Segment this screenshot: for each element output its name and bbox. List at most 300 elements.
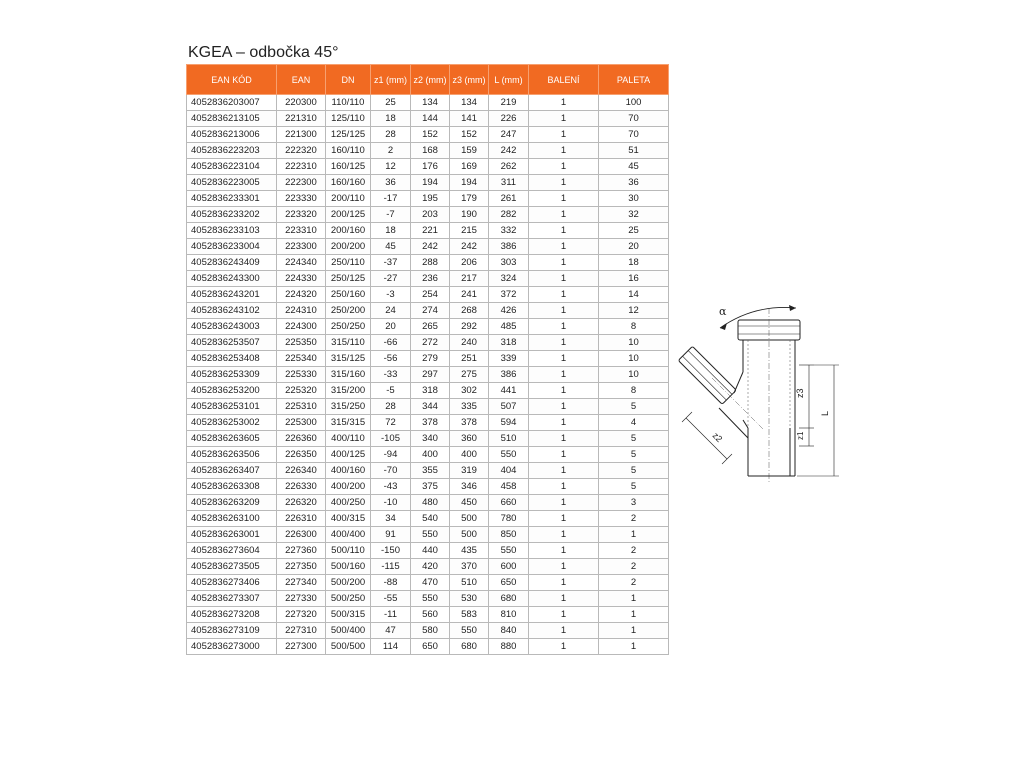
cell-baleni: 1 — [529, 367, 599, 383]
cell-l: 318 — [489, 335, 529, 351]
cell-z2: 378 — [411, 415, 450, 431]
cell-l: 485 — [489, 319, 529, 335]
cell-z1: 45 — [371, 239, 411, 255]
cell-paleta: 5 — [599, 463, 669, 479]
cell-z2: 221 — [411, 223, 450, 239]
header-baleni: BALENÍ — [529, 65, 599, 95]
cell-ean-kod: 4052836263605 — [187, 431, 277, 447]
cell-z3: 241 — [450, 287, 489, 303]
cell-baleni: 1 — [529, 639, 599, 655]
cell-z3: 194 — [450, 175, 489, 191]
product-table — [186, 64, 669, 655]
cell-ean-kod: 4052836243003 — [187, 319, 277, 335]
cell-ean-kod: 4052836273604 — [187, 543, 277, 559]
cell-baleni: 1 — [529, 399, 599, 415]
z2-label: z2 — [710, 430, 725, 445]
cell-ean-kod: 4052836263506 — [187, 447, 277, 463]
cell-z1: 2 — [371, 143, 411, 159]
cell-l: 780 — [489, 511, 529, 527]
cell-z2: 550 — [411, 527, 450, 543]
cell-ean-kod: 4052836273406 — [187, 575, 277, 591]
cell-paleta: 4 — [599, 415, 669, 431]
cell-l: 880 — [489, 639, 529, 655]
cell-l: 850 — [489, 527, 529, 543]
table-row — [187, 591, 669, 607]
cell-ean: 221310 — [277, 111, 326, 127]
cell-z1: 28 — [371, 127, 411, 143]
cell-l: 311 — [489, 175, 529, 191]
cell-l: 458 — [489, 479, 529, 495]
table-row — [187, 527, 669, 543]
cell-paleta: 25 — [599, 223, 669, 239]
cell-baleni: 1 — [529, 495, 599, 511]
cell-l: 303 — [489, 255, 529, 271]
cell-ean-kod: 4052836233301 — [187, 191, 277, 207]
cell-paleta: 5 — [599, 431, 669, 447]
cell-baleni: 1 — [529, 383, 599, 399]
cell-l: 550 — [489, 543, 529, 559]
cell-l: 441 — [489, 383, 529, 399]
table-body — [187, 95, 669, 655]
cell-ean: 223300 — [277, 239, 326, 255]
cell-paleta: 14 — [599, 287, 669, 303]
cell-paleta: 1 — [599, 591, 669, 607]
table-row — [187, 367, 669, 383]
cell-z1: -11 — [371, 607, 411, 623]
cell-ean-kod: 4052836243300 — [187, 271, 277, 287]
cell-dn: 200/110 — [326, 191, 371, 207]
cell-ean: 223320 — [277, 207, 326, 223]
header-l: L (mm) — [489, 65, 529, 95]
cell-baleni: 1 — [529, 479, 599, 495]
cell-l: 282 — [489, 207, 529, 223]
cell-z1: 47 — [371, 623, 411, 639]
cell-z3: 169 — [450, 159, 489, 175]
cell-paleta: 51 — [599, 143, 669, 159]
cell-ean-kod: 4052836243409 — [187, 255, 277, 271]
cell-z2: 540 — [411, 511, 450, 527]
cell-baleni: 1 — [529, 303, 599, 319]
table-row — [187, 447, 669, 463]
cell-z3: 251 — [450, 351, 489, 367]
cell-z1: -70 — [371, 463, 411, 479]
cell-z3: 268 — [450, 303, 489, 319]
cell-paleta: 5 — [599, 447, 669, 463]
cell-z3: 530 — [450, 591, 489, 607]
header-paleta: PALETA — [599, 65, 669, 95]
cell-dn: 400/315 — [326, 511, 371, 527]
table-row — [187, 191, 669, 207]
alpha-arrow-right-icon — [789, 305, 796, 311]
cell-dn: 315/110 — [326, 335, 371, 351]
cell-z1: 72 — [371, 415, 411, 431]
cell-ean: 226360 — [277, 431, 326, 447]
cell-l: 680 — [489, 591, 529, 607]
cell-ean: 224320 — [277, 287, 326, 303]
cell-ean: 227310 — [277, 623, 326, 639]
table-row — [187, 639, 669, 655]
cell-ean: 221300 — [277, 127, 326, 143]
cell-dn: 400/110 — [326, 431, 371, 447]
cell-ean: 226310 — [277, 511, 326, 527]
cell-z2: 272 — [411, 335, 450, 351]
cell-l: 242 — [489, 143, 529, 159]
branch-socket — [678, 346, 736, 404]
cell-baleni: 1 — [529, 511, 599, 527]
header-z3: z3 (mm) — [450, 65, 489, 95]
cell-z1: -10 — [371, 495, 411, 511]
cell-paleta: 2 — [599, 559, 669, 575]
cell-baleni: 1 — [529, 351, 599, 367]
cell-dn: 200/200 — [326, 239, 371, 255]
l-label: L — [820, 410, 830, 416]
cell-z2: 242 — [411, 239, 450, 255]
cell-z3: 242 — [450, 239, 489, 255]
cell-ean: 223330 — [277, 191, 326, 207]
cell-baleni: 1 — [529, 319, 599, 335]
cell-dn: 250/160 — [326, 287, 371, 303]
cell-l: 226 — [489, 111, 529, 127]
cell-paleta: 10 — [599, 335, 669, 351]
table-row — [187, 175, 669, 191]
cell-baleni: 1 — [529, 127, 599, 143]
cell-z2: 340 — [411, 431, 450, 447]
table-row — [187, 607, 669, 623]
cell-dn: 400/400 — [326, 527, 371, 543]
cell-z3: 159 — [450, 143, 489, 159]
cell-ean-kod: 4052836263001 — [187, 527, 277, 543]
table-row — [187, 223, 669, 239]
cell-dn: 200/125 — [326, 207, 371, 223]
cell-z1: 114 — [371, 639, 411, 655]
cell-paleta: 5 — [599, 399, 669, 415]
cell-l: 840 — [489, 623, 529, 639]
cell-baleni: 1 — [529, 431, 599, 447]
cell-paleta: 8 — [599, 319, 669, 335]
cell-l: 339 — [489, 351, 529, 367]
cell-dn: 250/110 — [326, 255, 371, 271]
table-row — [187, 95, 669, 111]
cell-ean-kod: 4052836263100 — [187, 511, 277, 527]
cell-z2: 194 — [411, 175, 450, 191]
cell-z2: 297 — [411, 367, 450, 383]
cell-ean: 226320 — [277, 495, 326, 511]
cell-z1: 28 — [371, 399, 411, 415]
cell-z1: -27 — [371, 271, 411, 287]
cell-ean-kod: 4052836213105 — [187, 111, 277, 127]
cell-paleta: 30 — [599, 191, 669, 207]
table-row — [187, 207, 669, 223]
cell-dn: 500/315 — [326, 607, 371, 623]
cell-baleni: 1 — [529, 591, 599, 607]
cell-z2: 344 — [411, 399, 450, 415]
table-header-row — [187, 65, 669, 95]
cell-z2: 144 — [411, 111, 450, 127]
cell-dn: 125/125 — [326, 127, 371, 143]
cell-z2: 168 — [411, 143, 450, 159]
cell-baleni: 1 — [529, 463, 599, 479]
cell-paleta: 16 — [599, 271, 669, 287]
cell-z3: 346 — [450, 479, 489, 495]
cell-z3: 134 — [450, 95, 489, 111]
cell-paleta: 1 — [599, 527, 669, 543]
cell-z3: 292 — [450, 319, 489, 335]
table-row — [187, 559, 669, 575]
table-row — [187, 351, 669, 367]
header-ean: EAN — [277, 65, 326, 95]
cell-baleni: 1 — [529, 207, 599, 223]
table-row — [187, 495, 669, 511]
cell-z2: 580 — [411, 623, 450, 639]
cell-z2: 288 — [411, 255, 450, 271]
cell-z3: 240 — [450, 335, 489, 351]
cell-baleni: 1 — [529, 607, 599, 623]
cell-dn: 200/160 — [326, 223, 371, 239]
cell-ean-kod: 4052836263209 — [187, 495, 277, 511]
cell-z2: 650 — [411, 639, 450, 655]
cell-ean-kod: 4052836233004 — [187, 239, 277, 255]
cell-dn: 110/110 — [326, 95, 371, 111]
branch-wall-lower — [719, 408, 748, 438]
cell-ean: 222300 — [277, 175, 326, 191]
cell-z2: 203 — [411, 207, 450, 223]
cell-paleta: 45 — [599, 159, 669, 175]
cell-l: 404 — [489, 463, 529, 479]
table-row — [187, 543, 669, 559]
alpha-arrow-left-icon — [720, 323, 727, 330]
cell-z1: 34 — [371, 511, 411, 527]
cell-z3: 583 — [450, 607, 489, 623]
cell-ean: 222310 — [277, 159, 326, 175]
table-row — [187, 319, 669, 335]
cell-z1: 91 — [371, 527, 411, 543]
cell-z1: -55 — [371, 591, 411, 607]
cell-dn: 250/200 — [326, 303, 371, 319]
cell-z3: 360 — [450, 431, 489, 447]
cell-z1: 20 — [371, 319, 411, 335]
table-row — [187, 431, 669, 447]
cell-ean-kod: 4052836213006 — [187, 127, 277, 143]
cell-ean-kod: 4052836253408 — [187, 351, 277, 367]
cell-z1: -3 — [371, 287, 411, 303]
cell-z2: 279 — [411, 351, 450, 367]
cell-ean: 227330 — [277, 591, 326, 607]
cell-paleta: 10 — [599, 351, 669, 367]
cell-ean: 220300 — [277, 95, 326, 111]
cell-ean: 226350 — [277, 447, 326, 463]
cell-z3: 500 — [450, 527, 489, 543]
cell-ean-kod: 4052836203007 — [187, 95, 277, 111]
cell-z3: 275 — [450, 367, 489, 383]
cell-z2: 550 — [411, 591, 450, 607]
cell-z3: 152 — [450, 127, 489, 143]
table-row — [187, 143, 669, 159]
cell-paleta: 5 — [599, 479, 669, 495]
cell-ean: 225300 — [277, 415, 326, 431]
cell-z3: 450 — [450, 495, 489, 511]
cell-paleta: 2 — [599, 543, 669, 559]
cell-ean-kod: 4052836263308 — [187, 479, 277, 495]
cell-z2: 470 — [411, 575, 450, 591]
cell-z1: 25 — [371, 95, 411, 111]
cell-baleni: 1 — [529, 255, 599, 271]
page-title: KGEA – odbočka 45° — [188, 44, 339, 61]
cell-z1: -88 — [371, 575, 411, 591]
cell-z1: 18 — [371, 223, 411, 239]
cell-baleni: 1 — [529, 543, 599, 559]
cell-l: 550 — [489, 447, 529, 463]
table-row — [187, 303, 669, 319]
cell-dn: 315/250 — [326, 399, 371, 415]
cell-ean-kod: 4052836253101 — [187, 399, 277, 415]
cell-dn: 400/160 — [326, 463, 371, 479]
cell-z3: 206 — [450, 255, 489, 271]
cell-dn: 315/200 — [326, 383, 371, 399]
cell-l: 332 — [489, 223, 529, 239]
cell-baleni: 1 — [529, 623, 599, 639]
cell-dn: 400/250 — [326, 495, 371, 511]
cell-l: 324 — [489, 271, 529, 287]
cell-ean: 225320 — [277, 383, 326, 399]
cell-z2: 134 — [411, 95, 450, 111]
cell-ean-kod: 4052836233202 — [187, 207, 277, 223]
cell-paleta: 1 — [599, 639, 669, 655]
cell-ean: 223310 — [277, 223, 326, 239]
table-row — [187, 127, 669, 143]
cell-paleta: 2 — [599, 575, 669, 591]
cell-dn: 400/200 — [326, 479, 371, 495]
cell-z3: 335 — [450, 399, 489, 415]
cell-baleni: 1 — [529, 111, 599, 127]
header-dn: DN — [326, 65, 371, 95]
cell-ean-kod: 4052836253200 — [187, 383, 277, 399]
cell-paleta: 1 — [599, 623, 669, 639]
cell-paleta: 20 — [599, 239, 669, 255]
cell-paleta: 8 — [599, 383, 669, 399]
cell-z2: 355 — [411, 463, 450, 479]
cell-z3: 680 — [450, 639, 489, 655]
table-row — [187, 335, 669, 351]
cell-paleta: 12 — [599, 303, 669, 319]
cell-baleni: 1 — [529, 143, 599, 159]
cell-dn: 400/125 — [326, 447, 371, 463]
cell-ean-kod: 4052836263407 — [187, 463, 277, 479]
table-row — [187, 415, 669, 431]
cell-paleta: 70 — [599, 111, 669, 127]
header-z2: z2 (mm) — [411, 65, 450, 95]
cell-baleni: 1 — [529, 95, 599, 111]
cell-ean-kod: 4052836233103 — [187, 223, 277, 239]
table-row — [187, 479, 669, 495]
cell-paleta: 10 — [599, 367, 669, 383]
fitting-diagram — [664, 298, 850, 488]
cell-baleni: 1 — [529, 415, 599, 431]
cell-ean: 227300 — [277, 639, 326, 655]
cell-z1: -7 — [371, 207, 411, 223]
cell-dn: 500/250 — [326, 591, 371, 607]
cell-ean-kod: 4052836223203 — [187, 143, 277, 159]
cell-baleni: 1 — [529, 191, 599, 207]
cell-z1: -115 — [371, 559, 411, 575]
cell-z3: 500 — [450, 511, 489, 527]
cell-l: 426 — [489, 303, 529, 319]
header-ean-kod: EAN KÓD — [187, 65, 277, 95]
cell-z3: 550 — [450, 623, 489, 639]
cell-z1: -17 — [371, 191, 411, 207]
cell-l: 650 — [489, 575, 529, 591]
cell-ean: 226330 — [277, 479, 326, 495]
cell-l: 594 — [489, 415, 529, 431]
cell-dn: 250/125 — [326, 271, 371, 287]
cell-z2: 236 — [411, 271, 450, 287]
cell-baleni: 1 — [529, 271, 599, 287]
cell-ean: 225330 — [277, 367, 326, 383]
cell-baleni: 1 — [529, 239, 599, 255]
cell-z3: 510 — [450, 575, 489, 591]
cell-dn: 250/250 — [326, 319, 371, 335]
cell-baleni: 1 — [529, 335, 599, 351]
alpha-label: α — [719, 305, 727, 318]
cell-paleta: 100 — [599, 95, 669, 111]
cell-z2: 560 — [411, 607, 450, 623]
table-row — [187, 287, 669, 303]
cell-z1: -150 — [371, 543, 411, 559]
cell-ean-kod: 4052836273307 — [187, 591, 277, 607]
cell-ean-kod: 4052836273208 — [187, 607, 277, 623]
table-row — [187, 111, 669, 127]
cell-z3: 215 — [450, 223, 489, 239]
cell-ean: 227360 — [277, 543, 326, 559]
cell-z1: -33 — [371, 367, 411, 383]
cell-l: 386 — [489, 239, 529, 255]
cell-z1: -37 — [371, 255, 411, 271]
cell-l: 262 — [489, 159, 529, 175]
cell-z3: 217 — [450, 271, 489, 287]
cell-z2: 195 — [411, 191, 450, 207]
cell-baleni: 1 — [529, 287, 599, 303]
cell-z1: 18 — [371, 111, 411, 127]
cell-ean: 224310 — [277, 303, 326, 319]
cell-ean: 227320 — [277, 607, 326, 623]
cell-z3: 190 — [450, 207, 489, 223]
cell-paleta: 36 — [599, 175, 669, 191]
cell-ean: 224300 — [277, 319, 326, 335]
cell-z3: 179 — [450, 191, 489, 207]
cell-ean: 226300 — [277, 527, 326, 543]
cell-paleta: 3 — [599, 495, 669, 511]
cell-dn: 160/110 — [326, 143, 371, 159]
cell-ean-kod: 4052836253309 — [187, 367, 277, 383]
cell-paleta: 18 — [599, 255, 669, 271]
cell-z2: 265 — [411, 319, 450, 335]
header-z1: z1 (mm) — [371, 65, 411, 95]
cell-l: 600 — [489, 559, 529, 575]
cell-baleni: 1 — [529, 159, 599, 175]
table-row — [187, 511, 669, 527]
cell-l: 510 — [489, 431, 529, 447]
cell-baleni: 1 — [529, 175, 599, 191]
cell-dn: 125/110 — [326, 111, 371, 127]
cell-z3: 302 — [450, 383, 489, 399]
cell-baleni: 1 — [529, 575, 599, 591]
cell-z2: 274 — [411, 303, 450, 319]
cell-z1: 24 — [371, 303, 411, 319]
cell-l: 660 — [489, 495, 529, 511]
z1-label: z1 — [796, 431, 805, 440]
cell-paleta: 2 — [599, 511, 669, 527]
cell-dn: 500/400 — [326, 623, 371, 639]
cell-z1: -43 — [371, 479, 411, 495]
